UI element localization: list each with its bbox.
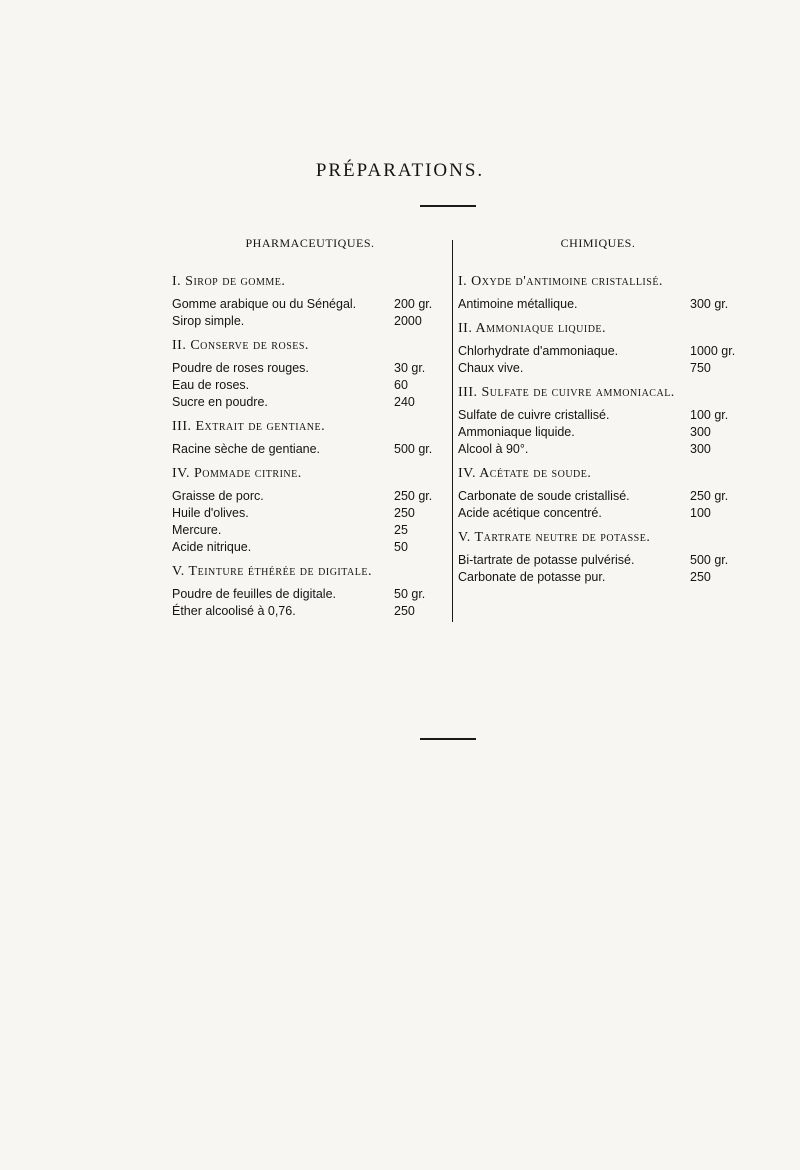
ingredient-name: Carbonate de potasse pur. <box>458 570 606 584</box>
ingredient-name: Eau de roses. <box>172 378 250 392</box>
recipe-title: IV. Pommade citrine. <box>172 466 302 481</box>
ingredient-row <box>458 441 738 458</box>
ingredient-quantity: 100 gr. <box>690 408 729 422</box>
ingredient-quantity: 100 <box>690 506 711 520</box>
ingredient-quantity: 50 <box>394 540 408 554</box>
ingredient-name: Huile d'olives. <box>172 506 249 520</box>
recipe-title: V. Teinture éthérée de digitale. <box>172 564 372 579</box>
ingredient-quantity: 300 <box>690 425 711 439</box>
ingredient-quantity: 1000 gr. <box>690 344 736 358</box>
ingredient-row <box>172 505 442 522</box>
recipe-section <box>458 464 738 522</box>
ingredient-name: Sucre en poudre. <box>172 395 268 409</box>
recipe-section <box>458 383 738 458</box>
column-heading: PHARMACEUTIQUES. <box>245 236 375 250</box>
ingredient-row <box>172 586 442 603</box>
ingredient-name: Sirop simple. <box>172 314 245 328</box>
ingredient-quantity: 200 gr. <box>394 297 433 311</box>
ingredient-row <box>172 394 442 411</box>
ingredient-name: Gomme arabique ou du Sénégal. <box>172 297 357 311</box>
ingredient-name: Antimoine métallique. <box>458 297 578 311</box>
ingredient-quantity: 250 <box>690 570 711 584</box>
ingredient-name: Chlorhydrate d'ammoniaque. <box>458 344 619 358</box>
bottom-rule <box>420 738 476 740</box>
ingredient-quantity: 60 <box>394 378 408 392</box>
ingredient-row <box>172 360 442 377</box>
recipe-title: IV. Acétate de soude. <box>458 466 592 481</box>
recipe-section <box>458 319 738 377</box>
ingredient-row <box>172 441 442 458</box>
ingredient-quantity: 500 gr. <box>690 553 729 567</box>
ingredient-name: Éther alcoolisé à 0,76. <box>172 604 296 618</box>
chemical-sections <box>458 272 738 586</box>
ingredient-name: Sulfate de cuivre cristallisé. <box>458 408 610 422</box>
ingredient-name: Poudre de roses rouges. <box>172 361 309 375</box>
ingredient-row <box>172 603 442 620</box>
recipe-section <box>458 272 738 313</box>
ingredient-name: Acide acétique concentré. <box>458 506 602 520</box>
ingredient-row <box>458 505 738 522</box>
ingredient-quantity: 300 <box>690 442 711 456</box>
ingredient-quantity: 250 <box>394 604 415 618</box>
ingredient-quantity: 30 gr. <box>394 361 426 375</box>
ingredient-row <box>172 296 442 313</box>
recipe-section <box>172 272 442 330</box>
ingredient-name: Graisse de porc. <box>172 489 264 503</box>
recipe-section <box>172 562 442 620</box>
ingredient-name: Mercure. <box>172 523 222 537</box>
chemical-column <box>458 236 738 592</box>
recipe-section <box>172 336 442 411</box>
ingredient-row <box>458 488 738 505</box>
ingredient-quantity: 250 <box>394 506 415 520</box>
ingredient-name: Alcool à 90°. <box>458 442 529 456</box>
recipe-title: II. Ammoniaque liquide. <box>458 321 607 336</box>
ingredient-quantity: 2000 <box>394 314 422 328</box>
recipe-title: III. Sulfate de cuivre ammoniacal. <box>458 385 675 400</box>
pharmaceutical-sections <box>172 272 442 620</box>
ingredient-row <box>458 296 738 313</box>
recipe-title: V. Tartrate neutre de potasse. <box>458 530 651 545</box>
ingredient-quantity: 500 gr. <box>394 442 433 456</box>
ingredient-name: Bi-tartrate de potasse pulvérisé. <box>458 553 635 567</box>
ingredient-name: Racine sèche de gentiane. <box>172 442 321 456</box>
recipe-section <box>458 528 738 586</box>
recipe-title: I. Oxyde d'antimoine cristallisé. <box>458 274 663 289</box>
ingredient-quantity: 250 gr. <box>394 489 433 503</box>
page-title: PRÉPARATIONS. <box>315 160 485 181</box>
ingredient-row <box>458 424 738 441</box>
ingredient-row <box>172 522 442 539</box>
ingredient-row <box>172 539 442 556</box>
ingredient-quantity: 750 <box>690 361 711 375</box>
ingredient-row <box>172 377 442 394</box>
ingredient-row <box>458 343 738 360</box>
ingredient-name: Chaux vive. <box>458 361 524 375</box>
ingredient-row <box>458 569 738 586</box>
ingredient-quantity: 250 gr. <box>690 489 729 503</box>
ingredient-name: Poudre de feuilles de digitale. <box>172 587 337 601</box>
ingredient-quantity: 25 <box>394 523 408 537</box>
ingredient-quantity: 50 gr. <box>394 587 426 601</box>
recipe-title: I. Sirop de gomme. <box>172 274 286 289</box>
title-rule <box>420 205 476 207</box>
pharmaceutical-column <box>172 236 442 626</box>
recipe-section <box>172 417 442 458</box>
recipe-section <box>172 464 442 556</box>
recipe-title: II. Conserve de roses. <box>172 338 309 353</box>
ingredient-row <box>458 552 738 569</box>
column-divider <box>452 240 453 622</box>
ingredient-quantity: 300 gr. <box>690 297 729 311</box>
ingredient-row <box>172 313 442 330</box>
recipe-title: III. Extrait de gentiane. <box>172 419 326 434</box>
ingredient-row <box>458 360 738 377</box>
ingredient-name: Acide nitrique. <box>172 540 252 554</box>
ingredient-name: Carbonate de soude cristallisé. <box>458 489 630 503</box>
ingredient-name: Ammoniaque liquide. <box>458 425 575 439</box>
ingredient-row <box>172 488 442 505</box>
ingredient-row <box>458 407 738 424</box>
column-heading: CHIMIQUES. <box>560 236 636 250</box>
ingredient-quantity: 240 <box>394 395 415 409</box>
